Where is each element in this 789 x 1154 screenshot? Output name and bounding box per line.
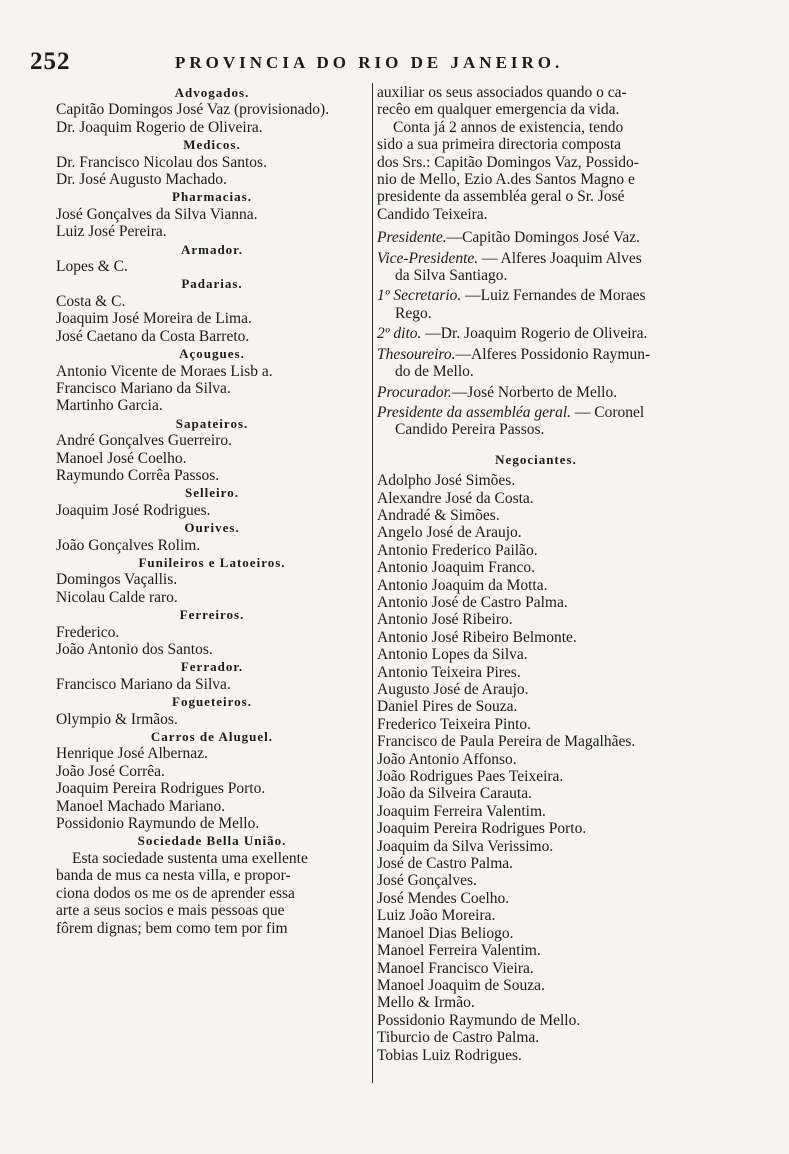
- list-item: Antonio Joaquim Franco.: [377, 559, 535, 577]
- list-item: Antonio José Ribeiro Belmonte.: [377, 628, 577, 646]
- list-item: Andradé & Simões.: [377, 506, 500, 524]
- list-item: Frederico.: [56, 623, 120, 641]
- list-item: João da Silveira Carauta.: [377, 785, 532, 803]
- section-heading: Ferrador.: [180, 659, 244, 675]
- list-item: André Gonçalves Guerreiro.: [56, 432, 233, 450]
- list-item: Antonio José de Castro Palma.: [377, 593, 568, 611]
- section-heading: Fogueteiros.: [172, 694, 252, 710]
- officer-entry: [377, 229, 695, 246]
- list-item: Joaquim José Moreira de Lima.: [56, 310, 252, 328]
- officer-role: Procurador.: [377, 383, 452, 401]
- list-item: Joaquim da Silva Verissimo.: [377, 837, 554, 855]
- merchant-list: [377, 472, 695, 1064]
- list-item: Mello & Irmão.: [377, 994, 475, 1012]
- list-item: Daniel Pires de Souza.: [377, 698, 518, 716]
- section-heading: Carros de Aluguel.: [150, 729, 274, 745]
- section-heading: Sapateiros.: [175, 415, 249, 431]
- left-column: [56, 84, 368, 937]
- list-item: Joaquim Pereira Rodrigues Porto.: [377, 820, 587, 838]
- paragraph-line: Candido Teixeira.: [377, 205, 488, 223]
- paragraph-line: banda de mus ca nesta villa, e propor-: [56, 867, 291, 885]
- list-item: Nicolau Calde raro.: [56, 588, 178, 606]
- officer-name: —Capitão Domingos José Vaz.: [446, 229, 641, 247]
- officer-entry: [377, 250, 695, 285]
- list-item: Antonio José Ribeiro.: [377, 611, 513, 629]
- list-item: José Mendes Coelho.: [377, 889, 510, 907]
- list-item: Francisco Mariano da Silva.: [56, 379, 231, 397]
- section-heading: Pharmacias.: [172, 189, 252, 205]
- list-item: Domingos Vaçallis.: [56, 571, 178, 589]
- paragraph-line: arte a seus socios e mais pessoas que: [56, 902, 285, 920]
- paragraph-line: presidente da assembléa geral o Sr. José: [377, 188, 625, 206]
- list-item: João Gonçalves Rolim.: [56, 536, 201, 554]
- list-item: Frederico Teixeira Pinto.: [377, 715, 532, 733]
- list-item: João Rodrigues Paes Teixeira.: [377, 768, 564, 786]
- officer-role: Presidente da assembléa geral.: [377, 403, 571, 421]
- section-heading: Negociantes.: [495, 451, 577, 467]
- officer-name: —José Norberto de Mello.: [451, 383, 618, 401]
- list-item: Joaquim Ferreira Valentim.: [377, 802, 546, 820]
- officer-role: 1º Secretario.: [377, 287, 462, 305]
- officer-role: Presidente.: [377, 229, 447, 247]
- officer-entry: [377, 404, 695, 439]
- list-item: Alexandre José da Costa.: [377, 489, 534, 507]
- list-item: Luiz José Pereira.: [56, 223, 167, 241]
- column-divider: [372, 83, 373, 1083]
- list-item: Henrique José Albernaz.: [56, 745, 208, 763]
- list-item: Antonio Vicente de Moraes Lisb a.: [56, 362, 273, 380]
- list-item: Manoel Machado Mariano.: [56, 797, 226, 815]
- officer-entry: [377, 384, 695, 401]
- officer-name: —Luiz Fernandes de Moraes: [461, 287, 646, 305]
- list-item: Joaquim José Rodrigues.: [56, 501, 211, 519]
- list-item: Antonio Frederico Pailão.: [377, 541, 538, 559]
- officer-entry: [377, 287, 695, 322]
- officer-name-cont: Candido Pereira Passos.: [395, 421, 545, 439]
- section-heading: Advogados.: [174, 85, 250, 100]
- section-heading: Medicos.: [183, 137, 241, 153]
- list-item: Manoel Dias Beliogo.: [377, 924, 514, 942]
- list-item: Manoel José Coelho.: [56, 449, 187, 467]
- list-item: Dr. Joaquim Rogerio de Oliveira.: [56, 118, 263, 136]
- list-item: Possidonio Raymundo de Mello.: [56, 815, 260, 833]
- officer-role: 2º dito.: [377, 325, 422, 343]
- officer-name: — Coronel: [571, 403, 645, 421]
- paragraph-line: fôrem dignas; bem como tem por fim: [56, 919, 288, 937]
- list-item: José Gonçalves.: [377, 872, 477, 890]
- section-heading: Armador.: [180, 241, 244, 257]
- officer-role: Thesoureiro.: [377, 345, 456, 363]
- page-number: 252: [30, 48, 71, 75]
- list-item: Manoel Francisco Vieira.: [377, 959, 534, 977]
- officer-name-cont: da Silva Santiago.: [395, 267, 508, 285]
- list-item: Joaquim Pereira Rodrigues Porto.: [56, 780, 266, 798]
- officer-name: — Alferes Joaquim Alves: [478, 249, 642, 267]
- section-heading: Açougues.: [179, 346, 245, 362]
- list-item: Dr. José Augusto Machado.: [56, 171, 227, 189]
- paragraph-line: Conta já 2 annos de existencia, tendo: [393, 118, 624, 136]
- officer-role: Vice-Presidente.: [377, 249, 479, 267]
- society-paragraph-continued: [377, 84, 695, 223]
- list-item: Manoel Ferreira Valentim.: [377, 942, 541, 960]
- paragraph-line: nio de Mello, Ezio A.des Santos Magno e: [377, 171, 635, 189]
- officer-name: —Alferes Possidonio Raymun-: [455, 345, 651, 363]
- section-heading: Selleiro.: [185, 485, 239, 501]
- list-item: Martinho Garcia.: [56, 397, 163, 415]
- list-item: Francisco Mariano da Silva.: [56, 675, 231, 693]
- list-item: João Antonio Affonso.: [377, 750, 517, 768]
- list-item: João Antonio dos Santos.: [56, 641, 213, 658]
- list-item: Angelo José de Araujo.: [377, 524, 522, 542]
- society-paragraph: [56, 850, 368, 937]
- paragraph-line: dos Srs.: Capitão Domingos Vaz, Possido-: [377, 153, 639, 171]
- section-heading: Funileiros e Latoeiros.: [138, 554, 286, 570]
- officer-name-cont: do de Mello.: [395, 363, 474, 381]
- list-item: Possidonio Raymundo de Mello.: [377, 1011, 581, 1029]
- list-item: Antonio Lopes da Silva.: [377, 646, 528, 664]
- list-item: Antonio Joaquim da Motta.: [377, 576, 548, 594]
- running-head: PROVINCIA DO RIO DE JANEIRO.: [175, 53, 564, 72]
- list-item: Adolpho José Simões.: [377, 472, 516, 490]
- list-item: Costa & C.: [56, 292, 126, 310]
- list-item: Lopes & C.: [56, 258, 128, 276]
- section-heading: Ferreiros.: [179, 607, 245, 623]
- section-heading: Padarias.: [181, 276, 243, 292]
- list-item: Luiz João Moreira.: [377, 907, 496, 925]
- list-item: José de Castro Palma.: [377, 855, 514, 873]
- list-item: Tobias Luiz Rodrigues.: [377, 1046, 522, 1064]
- list-item: José Caetano da Costa Barreto.: [56, 327, 250, 345]
- list-item: Manoel Joaquim de Souza.: [377, 976, 545, 994]
- list-item: João José Corrêa.: [56, 762, 165, 780]
- list-item: Antonio Teixeira Pires.: [377, 663, 521, 681]
- paragraph-line: recêo em qualquer emergencia da vida.: [377, 101, 620, 119]
- list-item: Capitão Domingos José Vaz (provisionado).: [56, 101, 330, 119]
- list-item: Francisco de Paula Pereira de Magalhães.: [377, 733, 636, 751]
- list-item: Raymundo Corrêa Passos.: [56, 466, 220, 484]
- officer-name: —Dr. Joaquim Rogerio de Oliveira.: [421, 325, 648, 343]
- list-item: José Gonçalves da Silva Vianna.: [56, 205, 258, 223]
- list-item: Dr. Francisco Nicolau dos Santos.: [56, 153, 267, 171]
- list-item: Olympio & Irmãos.: [56, 710, 178, 728]
- officer-entry: [377, 346, 695, 381]
- section-heading: Ourives.: [184, 520, 240, 536]
- paragraph-line: Esta sociedade sustenta uma exellente: [72, 849, 308, 867]
- section-heading: Sociedade Bella União.: [137, 833, 287, 849]
- paragraph-line: sido a sua primeira directoria composta: [377, 136, 622, 154]
- paragraph-line: ciona dodos os me os de aprender essa: [56, 884, 295, 902]
- officer-name-cont: Rego.: [395, 304, 432, 322]
- list-item: Augusto José de Araujo.: [377, 681, 529, 698]
- paragraph-line: auxiliar os seus associados quando o ca-: [377, 84, 627, 101]
- right-column: [377, 84, 695, 1064]
- list-item: Tiburcio de Castro Palma.: [377, 1029, 540, 1047]
- officer-entry: [377, 325, 695, 342]
